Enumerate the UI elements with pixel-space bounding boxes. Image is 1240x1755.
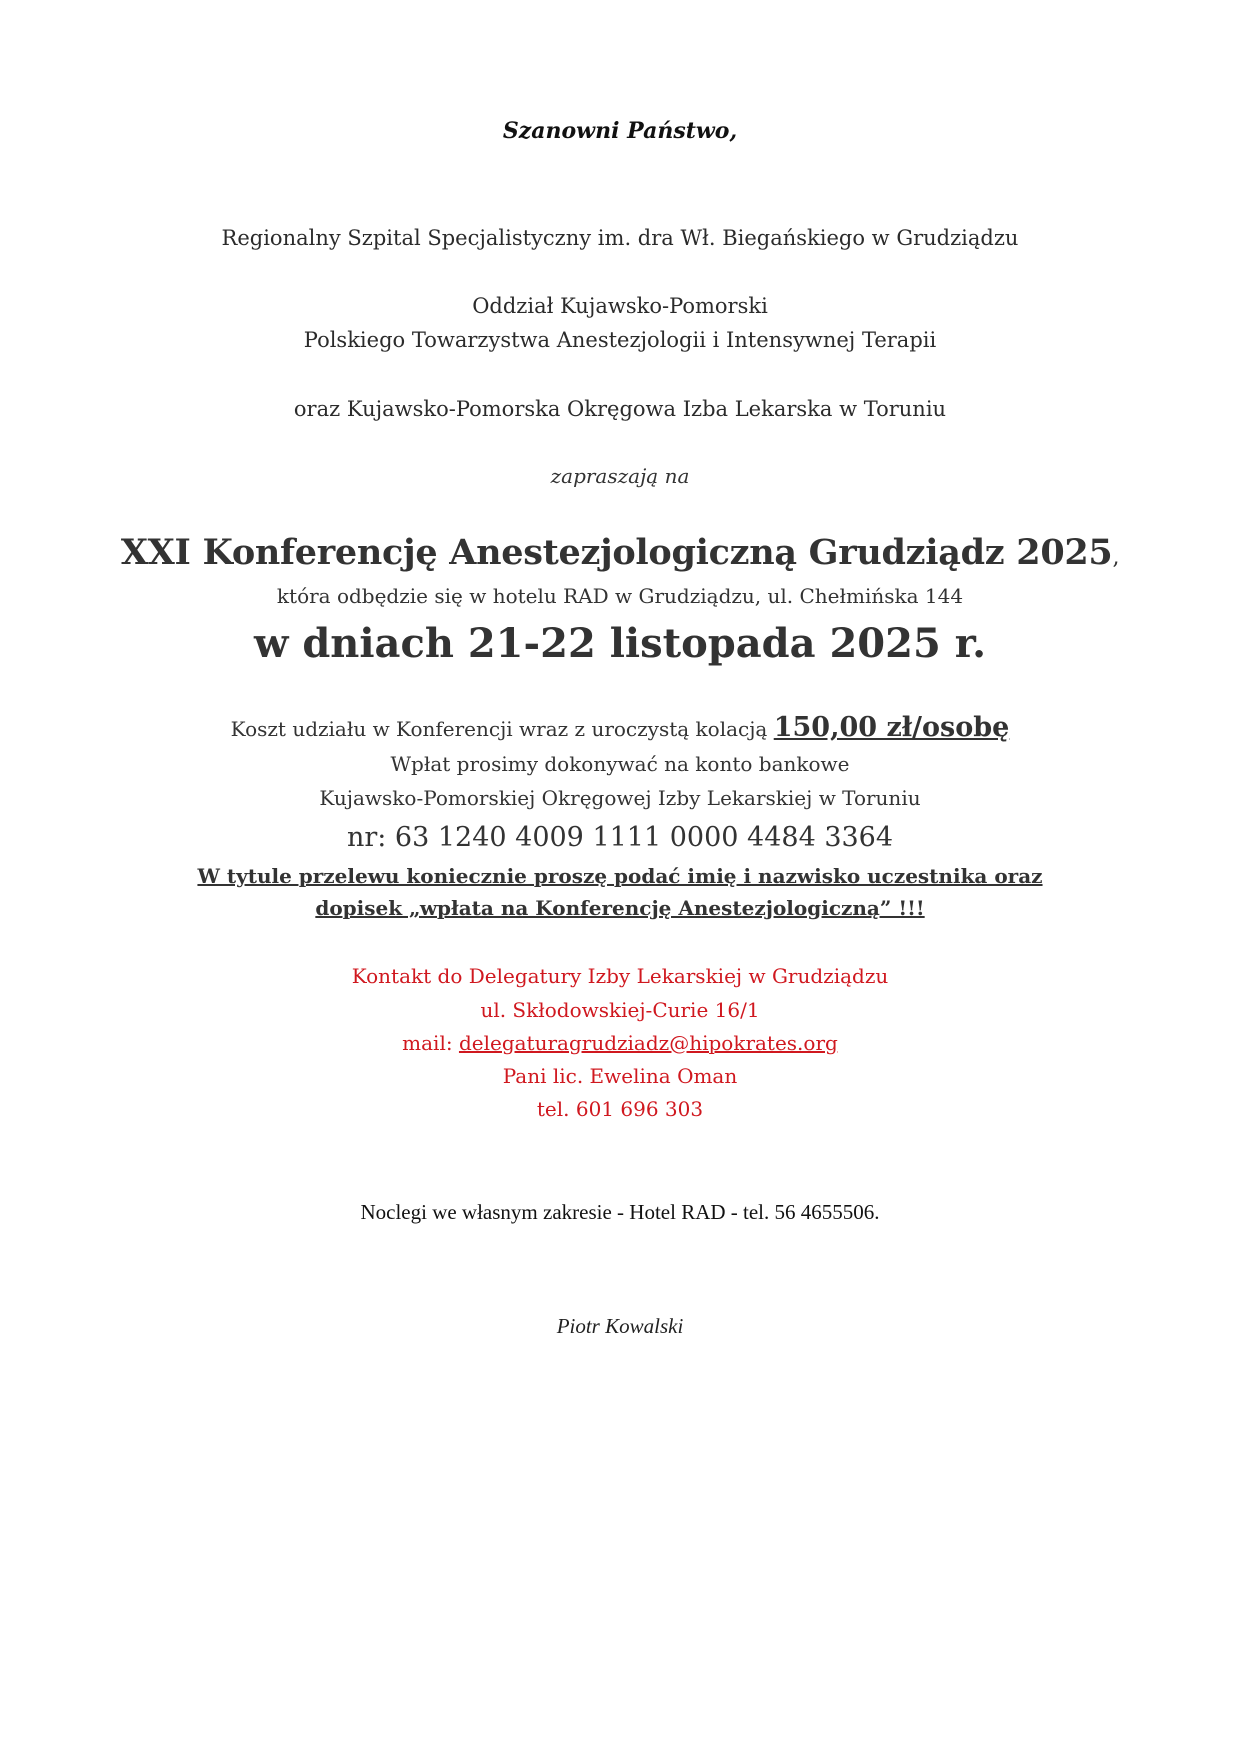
conference-venue: która odbędzie się w hotelu RAD w Grudziądzu, ul. Chełmińska 144	[276, 584, 964, 608]
conference-title-suffix: ,	[1112, 545, 1120, 570]
transfer-line2: Kujawsko-Pomorskiej Okręgowej Izby Lekarskiej w Toruniu	[319, 786, 921, 810]
contact-address: ul. Skłodowskiej-Curie 16/1	[480, 998, 760, 1022]
invite-text: zapraszają na	[550, 464, 690, 488]
contact-heading: Kontakt do Delegatury Izby Lekarskiej w Grudziądzu	[351, 964, 889, 988]
lodging-info: Noclegi we własnym zakresie - Hotel RAD - tel. 56 4655506.	[360, 1200, 880, 1224]
contact-person: Pani lic. Ewelina Oman	[502, 1064, 738, 1088]
participation-cost	[0, 712, 1240, 743]
conference-title-text: XXI Konferencję Anestezjologiczną Grudziądz 2025	[120, 532, 1113, 573]
organizer-hospital: Regionalny Szpital Specjalistyczny im. dra Wł. Biegańskiego w Grudziądzu	[221, 226, 1019, 250]
transfer-notice-line2: dopisek „wpłata na Konferencję Anestezjologiczną” !!!	[315, 896, 925, 920]
greeting: Szanowni Państwo,	[502, 118, 738, 144]
conference-dates: w dniach 21-22 listopada 2025 r.	[253, 620, 987, 667]
contact-mail-label: mail:	[402, 1031, 459, 1055]
cost-amount: 150,00 zł/osobę	[773, 712, 1010, 743]
organizer-branch-line2: Polskiego Towarzystwa Anestezjologii i Intensywnej Terapii	[303, 328, 937, 352]
organizer-branch-line1: Oddział Kujawsko-Pomorski	[472, 294, 768, 318]
contact-phone: tel. 601 696 303	[536, 1097, 704, 1121]
signature: Piotr Kowalski	[556, 1314, 684, 1338]
organizer-chamber: oraz Kujawsko-Pomorska Okręgowa Izba Lekarska w Toruniu	[293, 397, 947, 421]
cost-prefix: Koszt udziału w Konferencji wraz z uroczystą kolacją	[230, 717, 774, 741]
transfer-notice-line1: W tytule przelewu koniecznie proszę podać imię i nazwisko uczestnika oraz	[197, 864, 1043, 888]
bank-account-number: nr: 63 1240 4009 1111 0000 4484 3364	[346, 822, 894, 853]
transfer-line1: Wpłat prosimy dokonywać na konto bankowe	[390, 752, 850, 776]
contact-mail-link[interactable]: delegaturagrudziadz@hipokrates.org	[458, 1031, 838, 1055]
conference-title	[0, 532, 1240, 573]
contact-mail-line	[0, 1031, 1240, 1055]
